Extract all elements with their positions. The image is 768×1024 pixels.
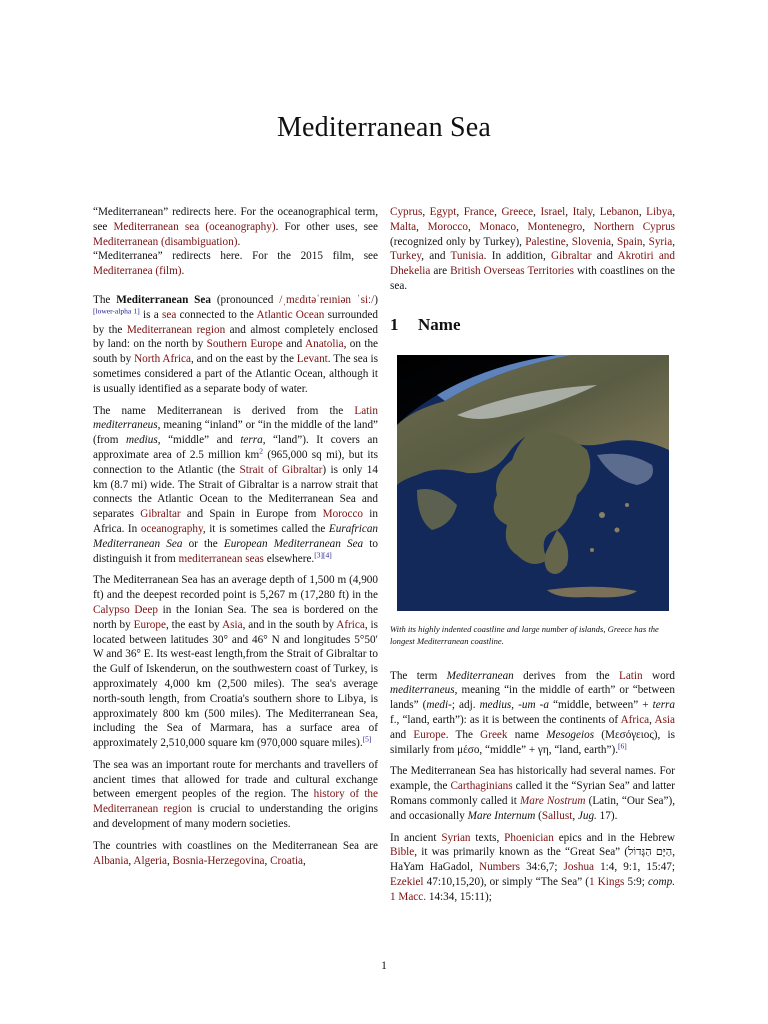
hatnote <box>93 205 378 279</box>
link-carthaginians[interactable]: Carthaginians <box>450 780 513 793</box>
paragraph-ancient-texts: In ancient Syrian texts, Phoenician epics and in the Hebrew Bible, it was primarily known as the “Great Sea” (הַיָּם הַגָּדוֹל‎, HaYam HaGadol, Numbers 34:6,7; Joshua 1:4, 9:1, 15:47; Ezekiel 47:10,15,20), or simply “The Sea” (1 Kings 5:9; comp. 1 Macc. 14:34, 15:11); <box>390 831 676 903</box>
link-mediterranean-disambiguation[interactable]: Mediterranean (disambiguation) <box>93 235 238 248</box>
link-country[interactable]: Cyprus <box>390 206 423 218</box>
link-africa[interactable]: Africa <box>620 713 650 726</box>
footnote-ref[interactable]: [lower-alpha 1] <box>93 306 140 316</box>
link-country[interactable]: Egypt <box>429 206 457 218</box>
link-bible[interactable]: Bible <box>390 846 415 859</box>
link-sallust[interactable]: Sallust <box>541 809 573 822</box>
link-north-africa[interactable]: North Africa <box>134 353 191 366</box>
link-gibraltar[interactable]: Gibraltar <box>140 508 181 521</box>
image-caption: With its highly indented coastline and large number of islands, Greece has the longest Mediterranean coastline. <box>390 623 659 646</box>
link-latin[interactable]: Latin <box>619 669 643 682</box>
footnote-ref[interactable]: [6] <box>618 740 627 750</box>
link-europe[interactable]: Europe <box>133 618 166 631</box>
paragraph-term: The term Mediterranean derives from the Latin word mediterraneus, meaning “in the middle of earth” or “between lands” (medi-; adj. medius, -um -a “middle, between” + terra f., “land, earth”): as it is between the continents of Africa, Asia and Europe. The Greek name Mesogeios (Μεσόγειος), is similarly from μέσο, “middle” + γη, “land, earth”).[6] <box>390 669 675 756</box>
section-heading-name <box>390 314 675 334</box>
ipa-pronunciation[interactable]: /ˌmɛdɪtəˈreɪniən ˈsiː/ <box>279 293 375 306</box>
bold-term: Mediterranean Sea <box>116 293 211 306</box>
link-country[interactable]: Lebanon <box>599 206 639 218</box>
link-country[interactable]: Libya <box>646 206 673 218</box>
left-column <box>93 205 378 875</box>
paragraph-intro: The Mediterranean Sea (pronounced /ˌmɛdɪtəˈreɪniən ˈsiː/)[lower-alpha 1] is a sea connected to the Atlantic Ocean surrounded by the Mediterranean region and almost completely enclosed by land: on the north by Southern Europe and Anatolia, on the south by North Africa, and on the east by the Levant. The sea is sometimes considered a part of the Atlantic Ocean, although it is usually identified as a separate body of water. <box>93 293 379 395</box>
link-country[interactable]: Montenegro <box>527 220 583 233</box>
link-asia[interactable]: Asia <box>222 618 243 631</box>
link-mare-nostrum[interactable]: Mare Nostrum <box>519 794 586 807</box>
link-country[interactable]: Croatia <box>270 854 304 867</box>
link-country[interactable]: Algeria <box>133 854 167 867</box>
paragraph-history: The sea was an important route for merchants and travellers of ancient times that allowed for trade and cultural exchange between emergent peoples of the region. The history of the Mediterranean region is crucial to understanding the origins and development of many modern societies. <box>93 758 378 831</box>
link-anatolia[interactable]: Anatolia <box>305 338 344 351</box>
link-phoenician[interactable]: Phoenician <box>504 831 554 844</box>
link-mediterranea-film[interactable]: Mediterranea (film) <box>93 265 182 278</box>
hatnote-film: “Mediterranea” redirects here. For the 2015 film, see Mediterranea (film). <box>93 250 378 278</box>
earth-photo-illustration <box>397 355 669 611</box>
link-country[interactable]: Palestine <box>525 235 566 248</box>
link-oceanography[interactable]: oceanography <box>140 522 203 535</box>
link-southern-europe[interactable]: Southern Europe <box>206 338 283 351</box>
link-mediterranean-region[interactable]: Mediterranean region <box>126 323 226 336</box>
link-syrian[interactable]: Syrian <box>441 831 471 844</box>
section-title: Name <box>418 314 461 334</box>
link-numbers[interactable]: Numbers <box>479 861 521 874</box>
link-gibraltar[interactable]: Gibraltar <box>551 250 592 263</box>
paragraph-historic-names: The Mediterranean Sea has historically had several names. For example, the Carthaginians called it the “Syrian Sea” and latter Romans commonly called it Mare Nostrum (Latin, “Our Sea”), and occasionally Mare Internum (Sallust, Jug. 17). <box>390 765 675 822</box>
link-country[interactable]: Albania <box>93 854 129 867</box>
footnote-ref[interactable]: [3][4] <box>314 549 332 559</box>
link-country[interactable]: Malta <box>390 220 417 233</box>
page-number: 1 <box>381 960 387 972</box>
link-africa[interactable]: Africa <box>336 618 365 631</box>
link-atlantic-ocean[interactable]: Atlantic Ocean <box>256 308 325 321</box>
section-number: 1 <box>390 314 399 334</box>
link-country[interactable]: Syria <box>648 235 673 248</box>
link-history-of-mediterranean-region[interactable]: history of the Mediterranean region <box>93 788 378 816</box>
link-country[interactable]: France <box>463 206 495 218</box>
link-europe[interactable]: Europe <box>413 728 446 741</box>
link-asia[interactable]: Asia <box>654 713 675 726</box>
link-joshua[interactable]: Joshua <box>563 861 595 874</box>
link-country[interactable]: Morocco <box>427 220 468 233</box>
link-1-macc[interactable]: 1 Macc. <box>390 890 427 903</box>
hatnote-oceanography: “Mediterranean” redirects here. For the oceanographical term, see Mediterranean sea (oceanography). For other uses, see Mediterranean (disambiguation). <box>93 206 378 248</box>
right-column <box>390 205 675 912</box>
link-levant[interactable]: Levant <box>296 353 328 366</box>
link-ezekiel[interactable]: Ezekiel <box>390 875 424 888</box>
link-tunisia[interactable]: Tunisia <box>450 250 484 263</box>
link-country[interactable]: Italy <box>572 206 593 218</box>
satellite-photo-greece[interactable] <box>397 355 669 611</box>
link-country[interactable]: Monaco <box>479 220 517 233</box>
link-country[interactable]: Northern Cyprus <box>593 220 676 233</box>
link-british-overseas-territories[interactable]: British Overseas Territories <box>450 265 574 278</box>
link-calypso-deep[interactable]: Calypso Deep <box>93 603 158 616</box>
link-greek[interactable]: Greek <box>480 728 508 741</box>
link-country[interactable]: Turkey <box>390 250 422 263</box>
link-akrotiri-and-dhekelia[interactable]: Akrotiri and Dhekelia <box>390 250 675 278</box>
paragraph-countries-start: The countries with coastlines on the Mediterranean Sea are Albania, Algeria, Bosnia-Herzegovina, Croatia, <box>93 839 378 867</box>
paragraph-name-origin: The name Mediterranean is derived from the Latin mediterraneus, meaning “inland” or “in the middle of the land” (from medius, “middle” and terra, “land”). It covers an approximate area of 2.5 million $km^2$ (965,000 sq mi), but its connection to the Atlantic (the Strait of Gibraltar) is only 14 km (8.7 mi) wide. The Strait of Gibraltar is a narrow strait that connects the Atlantic Ocean to the Mediterranean Sea and separates Gibraltar and Spain in Europe from Morocco in Africa. In oceanography, it is sometimes called the Eurafrican Mediterranean Sea or the European Mediterranean Sea to distinguish it from mediterranean seas elsewhere.[3][4] <box>93 404 379 565</box>
link-mediterranean-seas[interactable]: mediterranean seas <box>178 552 264 565</box>
link-country[interactable]: Bosnia-Herzegovina <box>172 854 265 867</box>
link-country[interactable]: Spain <box>617 235 643 248</box>
footnote-ref[interactable]: [5] <box>362 734 372 744</box>
link-strait-of-gibraltar[interactable]: Strait of Gibraltar <box>239 463 323 476</box>
link-mediterranean-sea-oceanography[interactable]: Mediterranean sea (oceanography) <box>113 220 276 233</box>
link-morocco[interactable]: Morocco <box>322 508 364 521</box>
link-sea[interactable]: sea <box>162 308 177 321</box>
link-latin[interactable]: Latin <box>354 404 378 417</box>
paragraph-geography: The Mediterranean Sea has an average depth of 1,500 m (4,900 ft) and the deepest recorded point is 5,267 m (17,280 ft) in the Calypso Deep in the Ionian Sea. The sea is bordered on the north by Europe, the east by Asia, and in the south by Africa, is located between latitudes 30° and 46° N and longitudes 5°50′ W and 36° E. Its west-east length,from the Strait of Gibraltar to the Gulf of Iskenderun, on the southwestern coast of Turkey, is approximately 4,000 km (2,500 miles). The sea's average north-south length, from Croatia's southern shore to Libya, is approximately 800 km (500 miles). The Mediterranean Sea, including the Sea of Marmara, has a surface area of approximately 2,510,000 square km (970,000 square miles).[5] <box>93 574 378 750</box>
link-country[interactable]: Greece <box>501 206 534 218</box>
page-title: Mediterranean Sea <box>276 112 492 143</box>
paragraph-countries-continued: Cyprus, Egypt, France, Greece, Israel, Italy, Lebanon, Libya, Malta, Morocco, Monaco, Montenegro, Northern Cyprus (recognized only by Turkey), Palestine, Slovenia, Spain, Syria, Turkey, and Tunisia. In addition, Gibraltar and Akrotiri and Dhekelia are British Overseas Territories with coastlines on the sea. <box>390 206 676 292</box>
link-country[interactable]: Slovenia <box>571 235 611 248</box>
link-1-kings[interactable]: 1 Kings <box>588 875 625 888</box>
link-country[interactable]: Israel <box>540 206 566 218</box>
